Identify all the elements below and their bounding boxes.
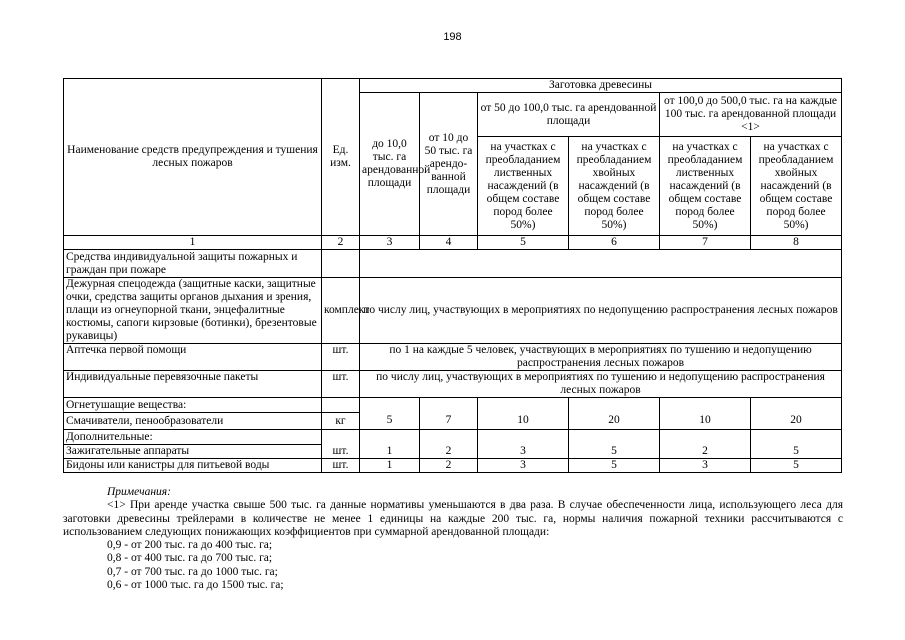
- table-row: [64, 278, 842, 344]
- row-cans: Бидоны или канистры для питьевой воды: [64, 459, 322, 473]
- value-cell: 2: [420, 445, 478, 459]
- header-col-3: до 10,0 тыс. га арендованной площади: [360, 93, 420, 236]
- unit-cell: шт.: [322, 344, 360, 371]
- unit-cell: шт.: [322, 371, 360, 398]
- value-cell: 5: [751, 445, 842, 459]
- value-cell: 3: [660, 459, 751, 473]
- col-number: 2: [322, 236, 360, 250]
- header-unit: Ед. изм.: [322, 79, 360, 236]
- value-cell: 1: [360, 445, 420, 459]
- col-number: 7: [660, 236, 751, 250]
- unit-cell: комплект: [322, 278, 360, 344]
- value-cell: 3: [478, 459, 569, 473]
- value-cell: 10: [478, 413, 569, 430]
- value-cell: по числу лиц, участвующих в мероприятиях по недопущению распространения лесных пожаров: [360, 278, 842, 344]
- value-cell: 20: [569, 413, 660, 430]
- table-row: [64, 250, 842, 278]
- unit-cell: шт.: [322, 445, 360, 459]
- header-100-500: от 100,0 до 500,0 тыс. га на каждые 100 тыс. га арендованной площади <1>: [660, 93, 842, 137]
- value-cell: 5: [360, 413, 420, 430]
- row-first-aid: Аптечка первой помощи: [64, 344, 322, 371]
- row-ppe-title: Средства индивидуальной защиты пожарных и граждан при пожаре: [64, 250, 322, 278]
- table-row: [64, 459, 842, 473]
- unit-cell: кг: [322, 413, 360, 430]
- value-cell: по 1 на каждые 5 человек, участвующих в мероприятиях по тушению и недопущению распространения лесных пожаров: [360, 344, 842, 371]
- page-number: 198: [443, 31, 462, 43]
- col-number: 4: [420, 236, 478, 250]
- header-col-7: на участках с преобладанием лиственных насаждений (в общем составе пород более 50%): [660, 137, 751, 236]
- value-cell: 5: [569, 459, 660, 473]
- value-cell: 10: [660, 413, 751, 430]
- column-numbers-row: [64, 236, 842, 250]
- col-number: 5: [478, 236, 569, 250]
- row-igniters: Зажигательные аппараты: [64, 445, 322, 459]
- row-bandage: Индивидуальные перевязочные пакеты: [64, 371, 322, 398]
- header-col-4: от 10 до 50 тыс. га арендо-ванной площади: [420, 93, 478, 236]
- value-cell: 2: [420, 459, 478, 473]
- norms-table: [63, 78, 842, 473]
- value-cell: по числу лиц, участвующих в мероприятиях по тушению и недопущению распространения лесных пожаров: [360, 371, 842, 398]
- value-cell: 7: [420, 413, 478, 430]
- header-name: Наименование средств предупреждения и тушения лесных пожаров: [64, 79, 322, 236]
- row-additional: Дополнительные:: [64, 430, 322, 445]
- notes-title: Примечания:: [107, 486, 171, 498]
- value-cell: 5: [569, 445, 660, 459]
- unit-cell: шт.: [322, 459, 360, 473]
- table-row: [64, 430, 842, 445]
- header-col-6: на участках с преобладанием хвойных насаждений (в общем составе пород более 50%): [569, 137, 660, 236]
- header-50-100: от 50 до 100,0 тыс. га арендованной площади: [478, 93, 660, 137]
- coefficient-item: 0,9 - от 200 тыс. га до 400 тыс. га;: [107, 539, 273, 552]
- table-row: [64, 413, 842, 430]
- header-group: Заготовка древесины: [360, 79, 842, 93]
- value-cell: 1: [360, 459, 420, 473]
- header-col-5: на участках с преобладанием лиственных насаждений (в общем составе пород более 50%): [478, 137, 569, 236]
- table-row: [64, 371, 842, 398]
- value-cell: 5: [751, 459, 842, 473]
- col-number: 1: [64, 236, 322, 250]
- coefficient-item: 0,7 - от 700 тыс. га до 1000 тыс. га;: [107, 565, 278, 578]
- value-cell: 2: [660, 445, 751, 459]
- coefficient-item: 0,6 - от 1000 тыс. га до 1500 тыс. га;: [107, 579, 284, 592]
- notes-section: [63, 486, 843, 592]
- table-row: [64, 398, 842, 413]
- value-cell: 20: [751, 413, 842, 430]
- table-row: [64, 445, 842, 459]
- row-wetting: Смачиватели, пенообразователи: [64, 413, 322, 430]
- col-number: 3: [360, 236, 420, 250]
- table-row: [64, 344, 842, 371]
- coefficient-item: 0,8 - от 400 тыс. га до 700 тыс. га;: [107, 552, 273, 565]
- col-number: 8: [751, 236, 842, 250]
- value-cell: 3: [478, 445, 569, 459]
- row-uniform: Дежурная спецодежда (защитные каски, защитные очки, средства защиты органов дыхания и зрения, плащи из огнеупорной ткани, энцефалитные костюмы, сапоги кирзовые (ботинки), брезентовые рукавицы): [64, 278, 322, 344]
- row-extinguishing: Огнетушащие вещества:: [64, 398, 322, 413]
- note-1: <1> При аренде участка свыше 500 тыс. га данные нормативы уменьшаются в два раза. В случае обеспеченности лица, использующего леса для заготовки древесины трейлерами в количестве не менее 1 единицы на каждые 200 тыс. га, нормы наличия пожарной техники рассчитываются с использованием следующих понижающих коэффициентов при суммарной арендованной площади:: [63, 499, 843, 538]
- header-col-8: на участках с преобладанием хвойных насаждений (в общем составе пород более 50%): [751, 137, 842, 236]
- col-number: 6: [569, 236, 660, 250]
